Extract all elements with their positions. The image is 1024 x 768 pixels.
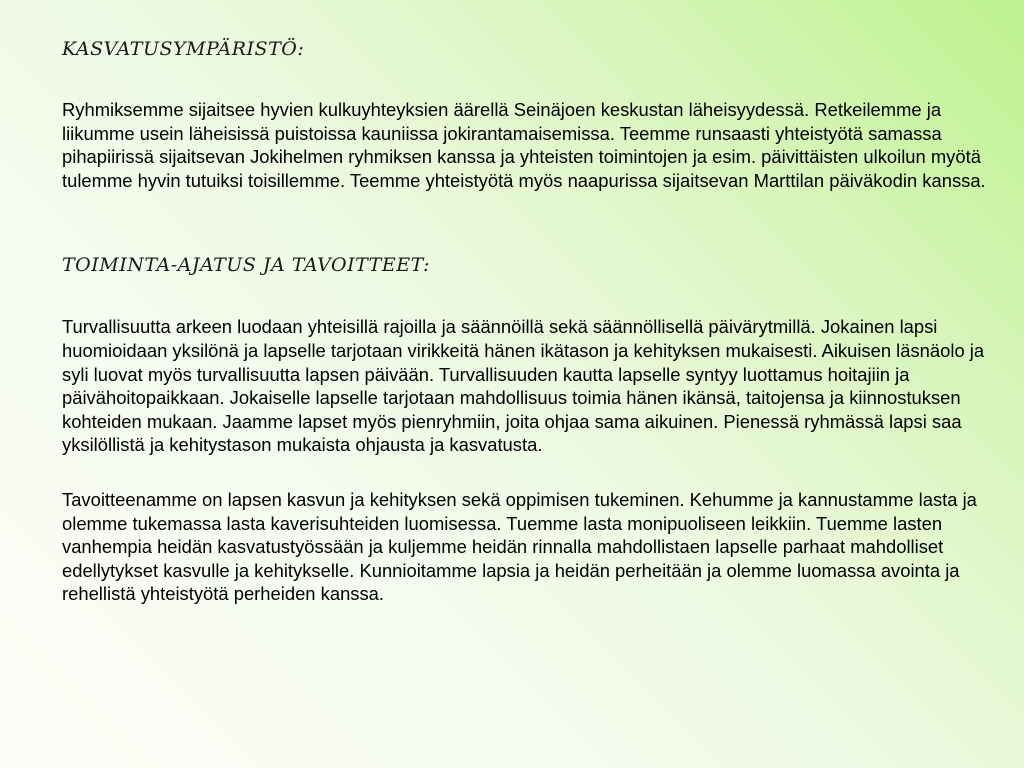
slide-content — [62, 36, 1012, 606]
section-heading-kasvatusymparisto: KASVATUSYMPÄRISTÖ: — [62, 38, 305, 60]
section-heading-toiminta-ajatus: TOIMINTA-AJATUS JA TAVOITTEET: — [62, 254, 430, 277]
paragraph-safety: Turvallisuutta arkeen luodaan yhteisillä rajoilla ja säännöillä sekä säännöllisellä päivärytmillä. Jokainen lapsi huomioidaan yksilönä ja lapselle tarjotaan virikkeitä hänen ikätason ja kehityksen mukaisesti. Aikuisen läsnäolo ja syli luovat myös turvallisuutta lapsen päivään. Turvallisuuden kautta lapselle syntyy luottamus hoitajiin ja päivähoitopaikkaan. Jokaiselle lapselle tarjotaan mahdollisuus toimia hänen ikänsä, taitojensa ja kiinnostuksen kohteiden mukaan. Jaamme lapset myös pienryhmiin, joita ohjaa sama aikuinen. Pienessä ryhmässä lapsi saa yksilöllistä ja kehitystason mukaista ohjausta ja kasvatusta. — [62, 316, 985, 456]
paragraph-goals: Tavoitteenamme on lapsen kasvun ja kehityksen sekä oppimisen tukeminen. Kehumme ja kannustamme lasta ja olemme tukemassa lasta kaverisuhteiden luomisessa. Tuemme lasta monipuoliseen leikkiin. Tuemme lasten vanhempia heidän kasvatustyössään ja kuljemme heidän rinnalla mahdollistaen lapselle parhaat mahdolliset edellytykset kasvulle ja kehitykselle. Kunnioitamme lapsia ja heidän perheitään ja olemme luomassa avointa ja rehellistä yhteistyötä perheiden kanssa. — [62, 488, 977, 605]
paragraph-environment: Ryhmiksemme sijaitsee hyvien kulkuyhteyksien äärellä Seinäjoen keskustan läheisyydessä. Retkeilemme ja liikumme usein läheisissä puistoissa kauniissa jokirantamaisemissa. Teemme runsaasti yhteistyötä samassa pihapiirissä sijaitsevan Jokihelmen ryhmiksen kanssa ja yhteisten toimintojen ja esim. päivittäisten ulkoilun myötä tulemme hyvin tutuiksi toisillemme. Teemme yhteistyötä myös naapurissa sijaitsevan Marttilan päiväkodin kanssa. — [62, 99, 986, 191]
